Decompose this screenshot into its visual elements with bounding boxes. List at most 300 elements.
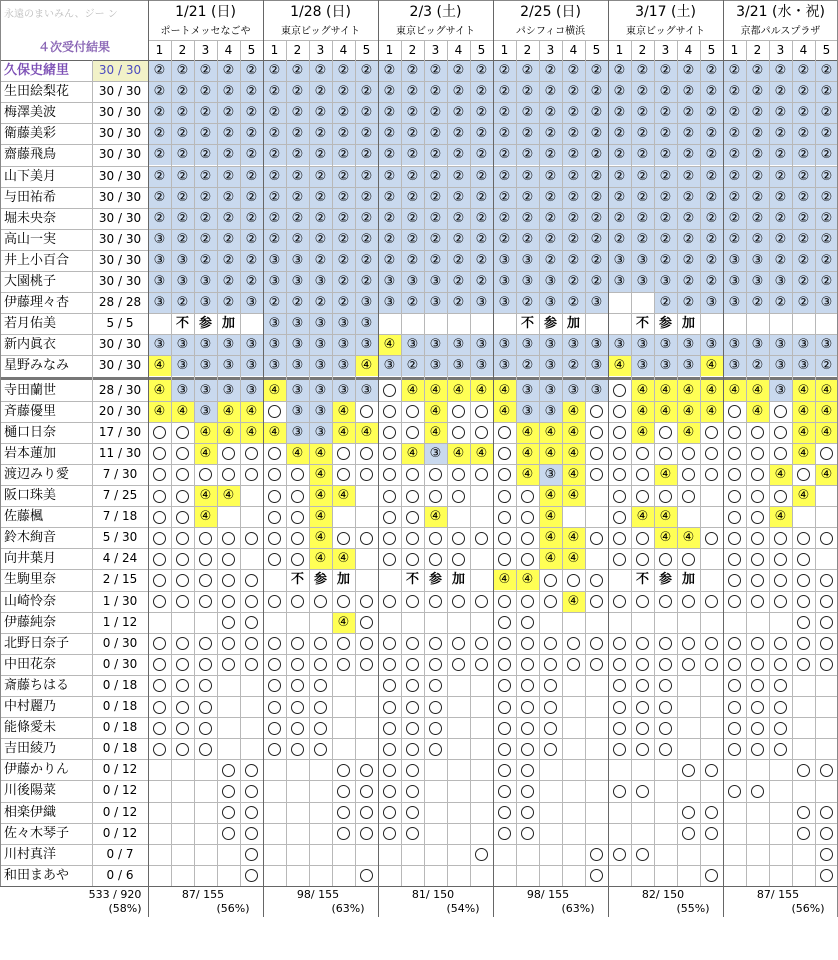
- slot-cell: [470, 675, 493, 696]
- slot-cell: [424, 313, 447, 334]
- slot-cell: [608, 506, 631, 527]
- slot-cell: [769, 865, 792, 886]
- round-2-mark: ②: [820, 231, 833, 247]
- open-slot-mark: [406, 827, 419, 840]
- grid-line: [0, 717, 838, 718]
- round-3-mark: ③: [245, 337, 258, 353]
- slot-cell: [631, 60, 654, 81]
- round-2-mark: ②: [705, 252, 718, 268]
- round-2-mark: ②: [797, 84, 810, 100]
- slot-cell: [263, 271, 286, 292]
- slot-cell: [378, 229, 401, 250]
- grid-line: [815, 40, 816, 886]
- slot-cell: [815, 443, 838, 464]
- slot-cell: [194, 802, 217, 823]
- grid-line: [0, 633, 838, 634]
- slot-cell: [309, 823, 332, 844]
- slot-cell: [240, 675, 263, 696]
- slot-cell: [654, 229, 677, 250]
- open-slot-mark: [567, 658, 580, 671]
- round-2-mark: ②: [176, 231, 189, 247]
- slot-cell: [470, 802, 493, 823]
- round-4-mark: ④: [567, 488, 580, 503]
- round-2-mark: ②: [245, 231, 258, 247]
- open-slot-mark: [636, 743, 649, 756]
- round-4-mark: ④: [797, 445, 810, 461]
- round-2-mark: ②: [383, 189, 396, 205]
- slot-cell: [562, 60, 585, 81]
- open-slot-mark: [521, 743, 534, 756]
- open-slot-mark: [383, 679, 396, 692]
- absence-char: 加: [567, 316, 581, 332]
- round-4-mark: ④: [521, 424, 534, 440]
- round-2-mark: ②: [567, 63, 580, 78]
- round-2-mark: ②: [682, 231, 695, 247]
- slot-cell: [769, 569, 792, 590]
- slot-cell: [171, 422, 194, 443]
- slot-cell: [263, 123, 286, 144]
- slot-cell: [792, 780, 815, 801]
- open-slot-mark: [820, 637, 833, 650]
- open-slot-mark: [176, 722, 189, 735]
- slot-cell: [332, 654, 355, 675]
- open-slot-mark: [705, 806, 718, 819]
- slot-cell: [263, 844, 286, 865]
- open-slot-mark: [268, 532, 281, 545]
- slot-cell: [148, 717, 171, 738]
- round-3-mark: ③: [774, 382, 787, 398]
- slot-cell: [723, 401, 746, 422]
- absence-notice: [608, 313, 723, 334]
- slot-number: 1: [730, 43, 739, 57]
- slot-cell: [424, 591, 447, 612]
- slot-cell: [585, 443, 608, 464]
- open-slot-mark: [475, 426, 488, 439]
- slot-cell: [792, 271, 815, 292]
- open-slot-mark: [590, 532, 603, 545]
- round-2-mark: ②: [475, 84, 488, 100]
- round-2-mark: ②: [498, 189, 511, 205]
- slot-cell: [654, 380, 677, 401]
- slot-cell: [815, 208, 838, 229]
- round-4-mark: ④: [383, 337, 396, 353]
- slot-cell: [539, 81, 562, 102]
- slot-cell: [240, 717, 263, 738]
- round-2-mark: ②: [360, 63, 373, 78]
- grid-line: [0, 166, 838, 167]
- slot-cell: [286, 123, 309, 144]
- slot-cell: [401, 443, 424, 464]
- open-slot-mark: [728, 447, 741, 460]
- slot-cell: [401, 654, 424, 675]
- round-2-mark: ②: [659, 84, 672, 100]
- open-slot-mark: [636, 468, 649, 481]
- round-3-mark: ③: [176, 274, 189, 289]
- slot-cell: [677, 717, 700, 738]
- slot-cell: [493, 229, 516, 250]
- round-2-mark: ②: [797, 105, 810, 121]
- round-2-mark: ②: [636, 147, 649, 163]
- member-name: 樋口日奈: [4, 424, 57, 440]
- slot-cell: [700, 780, 723, 801]
- open-slot-mark: [590, 869, 603, 882]
- footer-event-count: 82/ 150: [641, 887, 685, 901]
- slot-cell: [217, 717, 240, 738]
- slot-cell: [608, 250, 631, 271]
- slot-cell: [585, 485, 608, 506]
- round-4-mark: ④: [406, 382, 419, 398]
- slot-cell: [148, 654, 171, 675]
- round-2-mark: ②: [705, 126, 718, 142]
- result-score: 0 / 30: [102, 656, 138, 671]
- slot-cell: [447, 654, 470, 675]
- slot-cell: [677, 485, 700, 506]
- slot-cell: [240, 401, 263, 422]
- slot-cell: [539, 591, 562, 612]
- slot-cell: [792, 60, 815, 81]
- member-name: 川後陽菜: [4, 783, 57, 799]
- open-slot-mark: [521, 701, 534, 714]
- round-4-mark: ④: [314, 551, 327, 567]
- result-score: 28 / 28: [98, 295, 142, 310]
- open-slot-mark: [774, 637, 787, 650]
- open-slot-mark: [751, 658, 764, 671]
- round-2-mark: ②: [314, 295, 327, 311]
- slot-cell: [700, 485, 723, 506]
- open-slot-mark: [245, 468, 258, 481]
- open-slot-mark: [797, 658, 810, 671]
- slot-cell: [148, 464, 171, 485]
- open-slot-mark: [222, 532, 235, 545]
- slot-number: 1: [385, 43, 394, 57]
- round-2-mark: ②: [567, 189, 580, 205]
- member-name: 堀未央奈: [4, 210, 57, 226]
- round-2-mark: ②: [291, 84, 304, 100]
- slot-cell: [769, 187, 792, 208]
- open-slot-mark: [521, 764, 534, 777]
- round-2-mark: ②: [360, 210, 373, 226]
- grid-line: [677, 40, 678, 886]
- member-name: 斉藤優里: [4, 403, 57, 419]
- slot-cell: [217, 81, 240, 102]
- slot-cell: [654, 355, 677, 376]
- slot-cell: [562, 612, 585, 633]
- grid-line: [0, 738, 838, 739]
- slot-cell: [332, 380, 355, 401]
- absence-notice: [263, 569, 378, 590]
- open-slot-mark: [291, 595, 304, 608]
- grid-line: [0, 802, 838, 803]
- slot-cell: [148, 422, 171, 443]
- round-3-mark: ③: [291, 316, 304, 332]
- slot-cell: [263, 60, 286, 81]
- round-4-mark: ④: [521, 445, 534, 461]
- open-slot-mark: [176, 468, 189, 481]
- slot-cell: [286, 102, 309, 123]
- slot-cell: [677, 738, 700, 759]
- slot-cell: [654, 401, 677, 422]
- member-name: 渡辺みり愛: [4, 466, 70, 482]
- slot-cell: [194, 780, 217, 801]
- open-slot-mark: [452, 595, 465, 608]
- slot-cell: [240, 443, 263, 464]
- grid-line: [92, 60, 93, 886]
- open-slot-mark: [383, 447, 396, 460]
- slot-cell: [332, 591, 355, 612]
- slot-cell: [815, 123, 838, 144]
- slot-cell: [217, 401, 240, 422]
- round-2-mark: ②: [498, 210, 511, 226]
- open-slot-mark: [521, 511, 534, 524]
- slot-cell: [631, 422, 654, 443]
- slot-cell: [378, 313, 401, 334]
- member-name: 伊藤純奈: [4, 614, 57, 630]
- round-2-mark: ②: [406, 189, 419, 205]
- slot-cell: [355, 422, 378, 443]
- round-2-mark: ②: [751, 189, 764, 205]
- slot-cell: [424, 696, 447, 717]
- open-slot-mark: [797, 574, 810, 587]
- slot-cell: [677, 292, 700, 313]
- open-slot-mark: [222, 616, 235, 629]
- slot-cell: [424, 250, 447, 271]
- slot-cell: [677, 506, 700, 527]
- slot-cell: [148, 612, 171, 633]
- slot-cell: [631, 355, 654, 376]
- slot-cell: [562, 443, 585, 464]
- round-2-mark: ②: [774, 63, 787, 78]
- slot-cell: [516, 675, 539, 696]
- round-2-mark: ②: [291, 147, 304, 163]
- slot-cell: [171, 844, 194, 865]
- round-3-mark: ③: [222, 358, 235, 374]
- slot-cell: [723, 443, 746, 464]
- open-slot-mark: [153, 532, 166, 545]
- round-2-mark: ②: [429, 63, 442, 78]
- slot-cell: [723, 60, 746, 81]
- slot-cell: [355, 485, 378, 506]
- slot-cell: [240, 569, 263, 590]
- slot-cell: [355, 313, 378, 334]
- slot-cell: [309, 187, 332, 208]
- event-date: 1/21 (日): [175, 4, 236, 20]
- open-slot-mark: [751, 785, 764, 798]
- round-2-mark: ②: [291, 210, 304, 226]
- open-slot-mark: [245, 637, 258, 650]
- open-slot-mark: [659, 701, 672, 714]
- slot-cell: [723, 422, 746, 443]
- result-score: 0 / 18: [102, 677, 138, 692]
- round-4-mark: ④: [268, 424, 281, 440]
- round-3-mark: ③: [751, 274, 764, 289]
- slot-cell: [792, 738, 815, 759]
- slot-cell: [493, 380, 516, 401]
- slot-cell: [493, 759, 516, 780]
- slot-cell: [401, 102, 424, 123]
- open-slot-mark: [245, 827, 258, 840]
- round-2-mark: ②: [199, 231, 212, 247]
- open-slot-mark: [498, 490, 511, 503]
- slot-cell: [769, 823, 792, 844]
- open-slot-mark: [613, 595, 626, 608]
- slot-cell: [378, 717, 401, 738]
- slot-cell: [723, 780, 746, 801]
- round-2-mark: ②: [567, 168, 580, 184]
- round-2-mark: ②: [222, 252, 235, 268]
- slot-cell: [631, 292, 654, 313]
- open-slot-mark: [774, 679, 787, 692]
- grid-line: [0, 464, 838, 465]
- slot-cell: [217, 292, 240, 313]
- slot-cell: [470, 292, 493, 313]
- slot-cell: [654, 271, 677, 292]
- slot-cell: [378, 485, 401, 506]
- open-slot-mark: [153, 447, 166, 460]
- slot-cell: [516, 506, 539, 527]
- round-4-mark: ④: [682, 424, 695, 440]
- open-slot-mark: [774, 553, 787, 566]
- open-slot-mark: [475, 848, 488, 861]
- footer-event-percent: (55%): [676, 901, 710, 915]
- open-slot-mark: [521, 679, 534, 692]
- slot-number: 3: [546, 43, 555, 57]
- round-2-mark: ②: [245, 210, 258, 226]
- slot-number: 3: [201, 43, 210, 57]
- slot-cell: [723, 271, 746, 292]
- slot-cell: [447, 865, 470, 886]
- open-slot-mark: [337, 447, 350, 460]
- slot-cell: [447, 802, 470, 823]
- slot-cell: [332, 633, 355, 654]
- slot-cell: [355, 187, 378, 208]
- round-4-mark: ④: [544, 551, 557, 567]
- slot-cell: [700, 422, 723, 443]
- open-slot-mark: [590, 595, 603, 608]
- slot-cell: [355, 208, 378, 229]
- slot-cell: [516, 823, 539, 844]
- round-2-mark: ②: [176, 147, 189, 163]
- slot-cell: [792, 759, 815, 780]
- slot-cell: [240, 166, 263, 187]
- slot-cell: [263, 738, 286, 759]
- slot-cell: [562, 633, 585, 654]
- round-2-mark: ②: [544, 189, 557, 205]
- slot-cell: [355, 102, 378, 123]
- open-slot-mark: [797, 827, 810, 840]
- open-slot-mark: [291, 701, 304, 714]
- slot-cell: [309, 313, 332, 334]
- round-3-mark: ③: [728, 358, 741, 374]
- slot-cell: [608, 208, 631, 229]
- result-score: 0 / 18: [102, 720, 138, 735]
- round-4-mark: ④: [544, 424, 557, 440]
- round-2-mark: ②: [751, 126, 764, 142]
- grid-line: [769, 40, 770, 886]
- open-slot-mark: [268, 553, 281, 566]
- round-2-mark: ②: [774, 210, 787, 226]
- round-2-mark: ②: [337, 147, 350, 163]
- slot-cell: [171, 443, 194, 464]
- round-3-mark: ③: [199, 274, 212, 289]
- slot-cell: [677, 696, 700, 717]
- slot-cell: [769, 123, 792, 144]
- slot-cell: [447, 102, 470, 123]
- round-3-mark: ③: [153, 274, 166, 289]
- result-score: 30 / 30: [98, 147, 142, 162]
- round-2-mark: ②: [268, 189, 281, 205]
- slot-cell: [516, 443, 539, 464]
- open-slot-mark: [245, 658, 258, 671]
- slot-number: 4: [799, 43, 808, 57]
- slot-cell: [378, 271, 401, 292]
- open-slot-mark: [452, 426, 465, 439]
- open-slot-mark: [498, 764, 511, 777]
- slot-cell: [746, 865, 769, 886]
- round-2-mark: ②: [406, 295, 419, 311]
- slot-cell: [493, 292, 516, 313]
- slot-cell: [447, 506, 470, 527]
- member-name: 中田花奈: [4, 656, 57, 672]
- round-3-mark: ③: [475, 337, 488, 353]
- slot-cell: [562, 844, 585, 865]
- slot-cell: [746, 569, 769, 590]
- open-slot-mark: [429, 490, 442, 503]
- open-slot-mark: [636, 722, 649, 735]
- round-4-mark: ④: [521, 572, 534, 588]
- open-slot-mark: [383, 405, 396, 418]
- round-2-mark: ②: [544, 84, 557, 100]
- slot-cell: [148, 123, 171, 144]
- open-slot-mark: [314, 637, 327, 650]
- slot-cell: [217, 208, 240, 229]
- slot-cell: [815, 81, 838, 102]
- round-4-mark: ④: [567, 551, 580, 567]
- round-2-mark: ②: [498, 84, 511, 100]
- open-slot-mark: [705, 447, 718, 460]
- slot-cell: [585, 844, 608, 865]
- grid-line: [516, 40, 517, 886]
- slot-cell: [401, 355, 424, 376]
- round-3-mark: ③: [199, 358, 212, 374]
- slot-cell: [608, 654, 631, 675]
- slot-cell: [769, 250, 792, 271]
- slot-cell: [723, 738, 746, 759]
- slot-cell: [493, 865, 516, 886]
- grid-line: [0, 654, 838, 655]
- round-2-mark: ②: [383, 231, 396, 247]
- slot-number: 4: [569, 43, 578, 57]
- slot-cell: [723, 144, 746, 165]
- open-slot-mark: [153, 490, 166, 503]
- result-score: 2 / 15: [102, 572, 138, 587]
- round-2-mark: ②: [567, 252, 580, 268]
- member-name: 和田まあや: [4, 867, 70, 883]
- open-slot-mark: [199, 595, 212, 608]
- slot-cell: [654, 675, 677, 696]
- slot-cell: [631, 823, 654, 844]
- slot-cell: [562, 144, 585, 165]
- slot-cell: [217, 485, 240, 506]
- slot-cell: [562, 464, 585, 485]
- slot-cell: [401, 81, 424, 102]
- slot-cell: [470, 271, 493, 292]
- slot-cell: [240, 187, 263, 208]
- slot-cell: [171, 81, 194, 102]
- round-4-mark: ④: [613, 358, 626, 374]
- round-3-mark: ③: [521, 403, 534, 419]
- slot-cell: [194, 401, 217, 422]
- open-slot-mark: [567, 637, 580, 650]
